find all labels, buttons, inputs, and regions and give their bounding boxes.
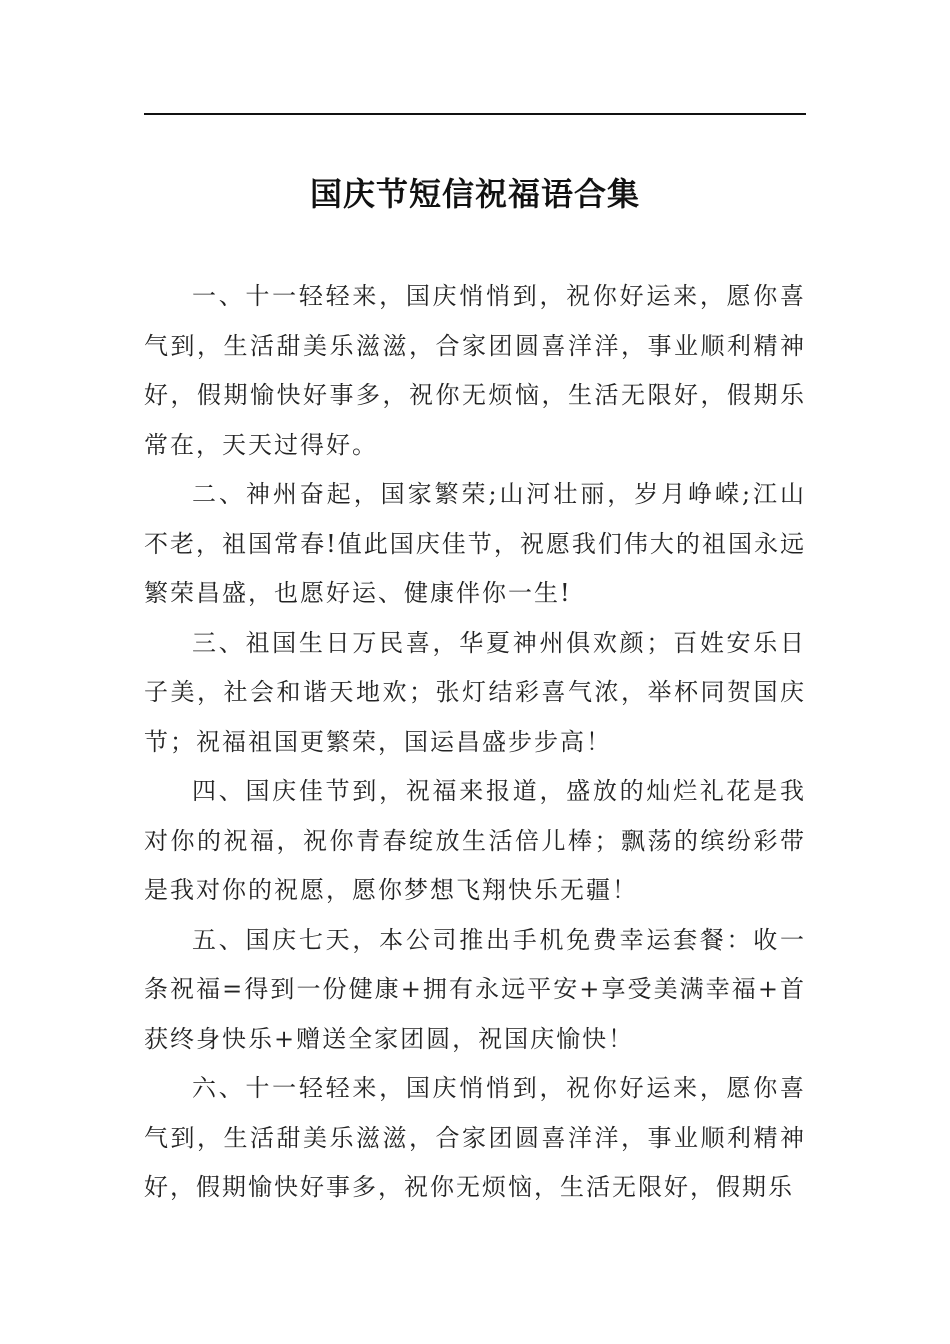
paragraph-5: 五、国庆七天，本公司推出手机免费幸运套餐：收一条祝福=得到一份健康+拥有永远平安+享受美满幸福+首获终身快乐+赠送全家团圆，祝国庆愉快！ bbox=[144, 925, 806, 1053]
document-title: 国庆节短信祝福语合集 bbox=[309, 175, 640, 213]
paragraph-6: 六、十一轻轻来，国庆悄悄到，祝你好运来，愿你喜气到，生活甜美乐滋滋，合家团圆喜洋洋，事业顺利精神好，假期愉快好事多，祝你无烦恼，生活无限好，假期乐 bbox=[144, 1074, 806, 1201]
paragraph-2: 二、神州奋起，国家繁荣;山河壮丽，岁月峥嵘;江山不老，祖国常春!值此国庆佳节，祝愿我们伟大的祖国永远繁荣昌盛，也愿好运、健康伴你一生! bbox=[144, 480, 806, 607]
paragraph-4: 四、国庆佳节到，祝福来报道，盛放的灿烂礼花是我对你的祝福，祝你青春绽放生活倍儿棒；飘荡的缤纷彩带是我对你的祝愿，愿你梦想飞翔快乐无疆！ bbox=[144, 777, 806, 904]
document-body bbox=[144, 272, 806, 1213]
header-rule bbox=[144, 113, 806, 115]
paragraph-3: 三、祖国生日万民喜，华夏神州俱欢颜；百姓安乐日子美，社会和谐天地欢；张灯结彩喜气浓，举杯同贺国庆节；祝福祖国更繁荣，国运昌盛步步高！ bbox=[144, 628, 806, 756]
paragraph-1: 一、十一轻轻来，国庆悄悄到，祝你好运来，愿你喜气到，生活甜美乐滋滋，合家团圆喜洋洋，事业顺利精神好，假期愉快好事多，祝你无烦恼，生活无限好，假期乐常在，天天过得好。 bbox=[144, 282, 806, 459]
